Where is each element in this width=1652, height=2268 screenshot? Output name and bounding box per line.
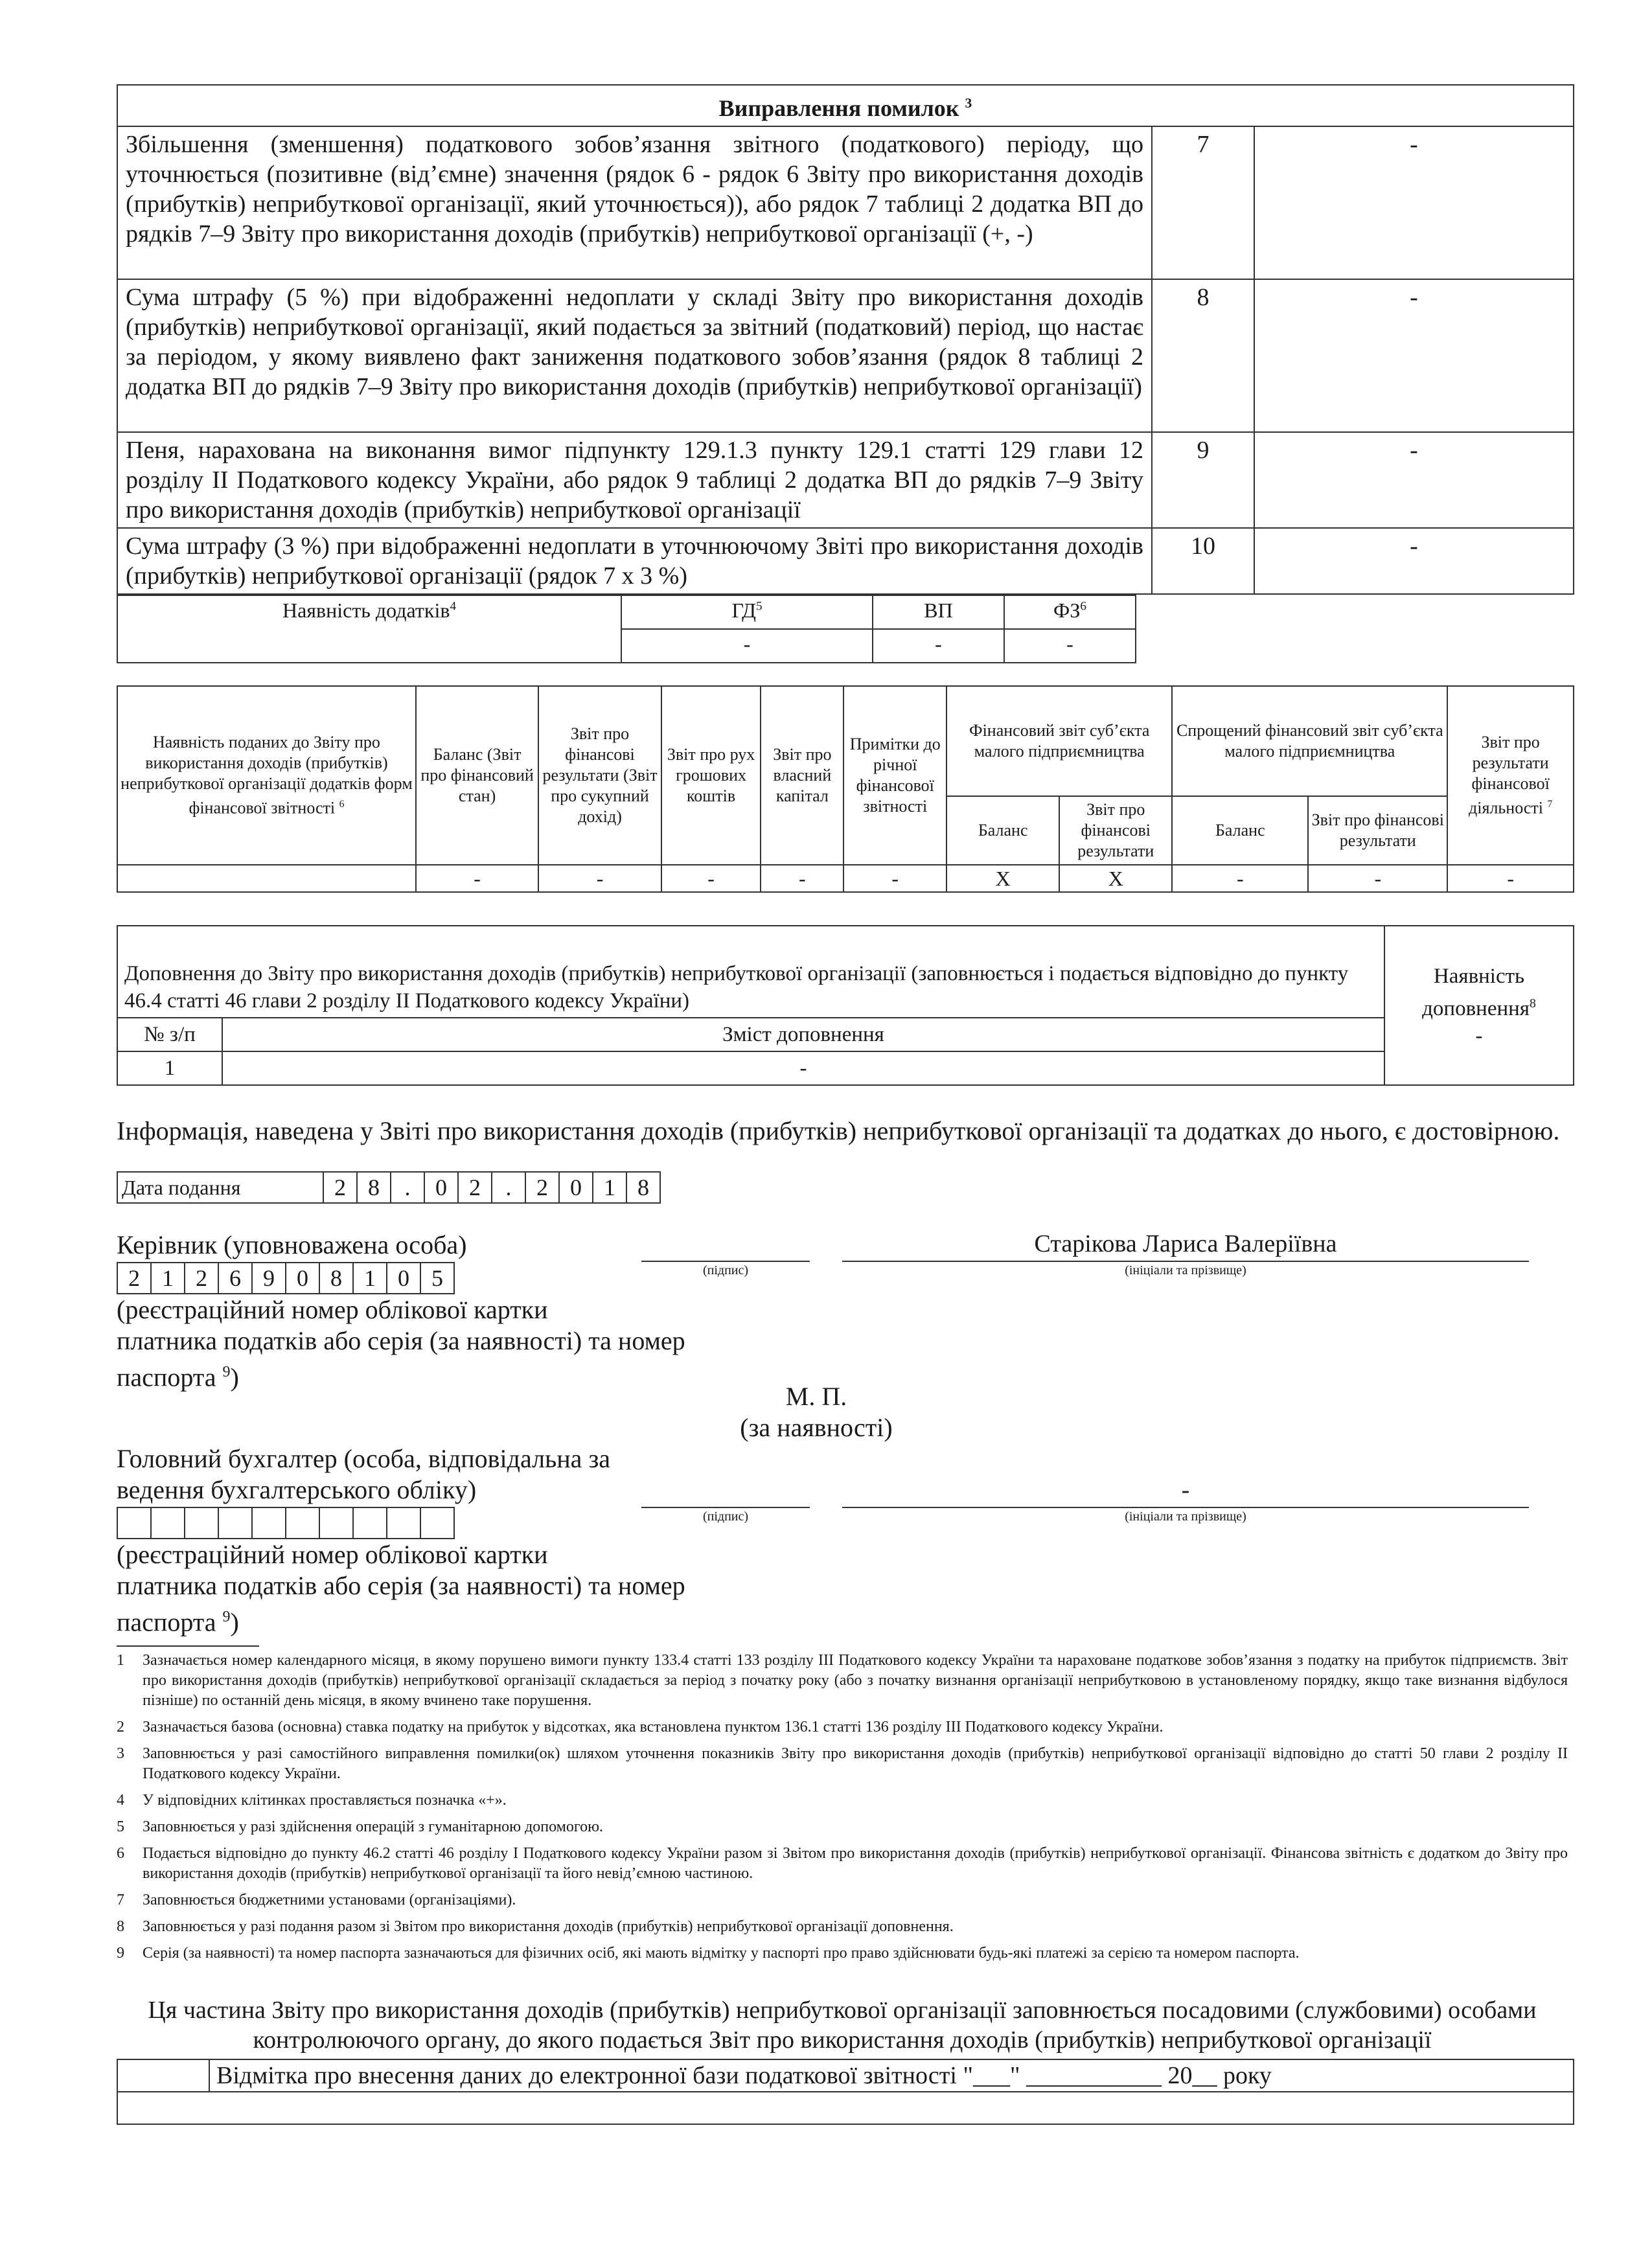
- id-cell[interactable]: [286, 1507, 319, 1539]
- director-id-caption: (реєстраційний номер облікової картки платника податків або серія (за наявності) та номер паспорта $^9$): [117, 1295, 685, 1392]
- stamp-label: М. П. (за наявності): [740, 1382, 893, 1442]
- id-cell[interactable]: [151, 1507, 185, 1539]
- col-cashflow: Звіт про рух грошових коштів: [661, 686, 761, 865]
- footnote: 8 Заповнюється у разі подання разом зі Звітом про використання доходів (прибутків) неприбуткової організації доповнення.: [117, 1918, 954, 1935]
- col-balance: Баланс (Звіт про фінансовий стан): [416, 686, 538, 865]
- cell-value[interactable]: -: [416, 865, 538, 892]
- date-label: Дата подання: [117, 1172, 323, 1203]
- col-content: Зміст доповнення: [222, 1018, 1384, 1051]
- supplement-presence: Наявність доповнення$^8$ -: [1384, 926, 1574, 1085]
- electronic-base-mark[interactable]: Відмітка про внесення даних до електронної бази податкової звітності "___" ___________ 20__ року: [209, 2059, 1574, 2092]
- cell-value[interactable]: -: [843, 865, 946, 892]
- footnote: 4 У відповідних клітинках проставляється позначка «+».: [117, 1792, 507, 1809]
- corrections-table: [117, 84, 1574, 595]
- id-cell[interactable]: [420, 1507, 454, 1539]
- id-cell[interactable]: [353, 1507, 387, 1539]
- cell-value[interactable]: Х: [946, 865, 1059, 892]
- col-activity: Звіт про результати фінансової діяльності $^7$: [1447, 686, 1574, 865]
- id-cell[interactable]: 1: [151, 1263, 185, 1294]
- accountant-name: -: [1181, 1476, 1190, 1504]
- date-cell[interactable]: 2: [458, 1172, 492, 1203]
- attachment-col-gd: $ГД^5$: [621, 595, 873, 629]
- mark-cell-blank[interactable]: [117, 2092, 1574, 2124]
- date-cell[interactable]: 2: [323, 1172, 357, 1203]
- accountant-id-cells: [117, 1507, 455, 1539]
- table-row: [117, 528, 1574, 594]
- submission-date: [117, 1171, 661, 1204]
- col-notes: Примітки до річної фінансової звітності: [843, 686, 946, 865]
- supplement-text: Доповнення до Звіту про використання доходів (прибутків) неприбуткової організації (заповнюється і подається відповідно до пункту 46.4 статті 46 глави 2 розділу ІІ Податкового кодексу України): [117, 926, 1384, 1018]
- attachment-col-fz: $ФЗ^6$: [1004, 595, 1136, 629]
- id-cell[interactable]: 2: [185, 1263, 218, 1294]
- attachment-col-vp: ВП: [873, 595, 1004, 629]
- accountant-name-line: [842, 1507, 1529, 1508]
- date-cell[interactable]: 1: [593, 1172, 626, 1203]
- table-row: [117, 1051, 1574, 1085]
- id-cell[interactable]: 9: [252, 1263, 286, 1294]
- row-description: Пеня, нарахована на виконання вимог підпункту 129.1.3 пункту 129.1 статті 129 глави 12 розділу ІІ Податкового кодексу України, або рядок 9 таблиці 2 додатка ВП до рядків 7–9 Звіту про використання доходів (прибутків) неприбуткової організації: [117, 432, 1152, 528]
- financial-label: Наявність поданих до Звіту про використання доходів (прибутків) неприбуткової організації додатків форм фінансової звітності $^6$: [117, 686, 416, 865]
- col-equity: Звіт про власний капітал: [761, 686, 843, 865]
- footnote: 1 Зазначається номер календарного місяця, в якому порушено вимоги пункту 133.4 статті 133 розділу ІІІ Податкового кодексу України та нараховане податкове зобов’язання з податку на прибуток підприємств. Звіт про використання доходів (прибутків) неприбуткової організації складається за період з початку року (або з початку визнання організації неприбутковою в установленому порядку, якщо таке визнання відбулося пізніше) по останній день місяця, в якому вчинено таке порушення.: [117, 1652, 1568, 1709]
- accountant-label: Головний бухгалтер (особа, відповідальна за ведення бухгалтерського обліку): [117, 1444, 610, 1504]
- table-row: [117, 126, 1574, 279]
- date-cell[interactable]: 8: [626, 1172, 660, 1203]
- director-name-caption: (ініціали та прізвище): [1125, 1263, 1246, 1277]
- director-label: Керівник (уповноважена особа): [117, 1230, 467, 1259]
- attachment-value-fz[interactable]: -: [1004, 629, 1136, 663]
- date-cell[interactable]: 2: [525, 1172, 559, 1203]
- id-cell[interactable]: [252, 1507, 286, 1539]
- id-cell[interactable]: 0: [387, 1263, 420, 1294]
- footnote: 6 Подається відповідно до пункту 46.2 статті 46 розділу І Податкового кодексу України разом зі Звітом про використання доходів (прибутків) неприбуткової організації. Фінансова звітність є додатком до Звіту про використання доходів (прибутків) неприбуткової організації та його невід’ємною частиною.: [117, 1845, 1568, 1882]
- attachment-value-vp[interactable]: -: [873, 629, 1004, 663]
- row-value[interactable]: -: [1254, 432, 1574, 528]
- authority-note: Ця частина Звіту про використання доходів (прибутків) неприбуткової організації заповнюється посадовими (службовими) особами контролюючого органу, до якого подається Звіт про використання доходів (прибутків) неприбуткової організації: [148, 1997, 1537, 2054]
- date-cell[interactable]: .: [391, 1172, 424, 1203]
- cell-value[interactable]: -: [1308, 865, 1447, 892]
- col-simpl-results: Звіт про фінансові результати: [1308, 796, 1447, 865]
- validity-statement: Інформація, наведена у Звіті про використання доходів (прибутків) неприбуткової організації та додатках до нього, є достовірною.: [117, 1116, 1560, 1145]
- cell-value[interactable]: -: [661, 865, 761, 892]
- row-code: 9: [1152, 432, 1254, 528]
- footnote: 3 Заповнюється у разі самостійного виправлення помилки(ок) шляхом уточнення показників Звіту про використання доходів (прибутків) неприбуткової організації відповідно до статті 50 глави 2 розділу ІІ Податкового кодексу України.: [117, 1745, 1568, 1782]
- col-row-number: № з/п: [117, 1018, 222, 1051]
- id-cell[interactable]: [117, 1507, 151, 1539]
- row-code: 10: [1152, 528, 1254, 594]
- supplement-presence-value[interactable]: -: [1475, 1024, 1483, 1048]
- director-name-line: [842, 1261, 1529, 1262]
- id-cell[interactable]: 5: [420, 1263, 454, 1294]
- table-row: [117, 432, 1574, 528]
- director-signature-line[interactable]: [641, 1261, 810, 1262]
- cell-value[interactable]: -: [1172, 865, 1308, 892]
- col-small-balance: Баланс: [946, 796, 1059, 865]
- table-row: [117, 279, 1574, 432]
- id-cell[interactable]: [218, 1507, 252, 1539]
- date-cell[interactable]: .: [492, 1172, 525, 1203]
- table-row: [117, 865, 1574, 892]
- financial-statements-table: [117, 685, 1574, 893]
- director-name: Старікова Лариса Валеріївна: [1034, 1230, 1337, 1257]
- attachments-label: Наявність додатків$^4$: [117, 595, 621, 663]
- id-cell[interactable]: [185, 1507, 218, 1539]
- id-cell[interactable]: 8: [319, 1263, 353, 1294]
- accountant-id-caption: (реєстраційний номер облікової картки платника податків або серія (за наявності) та номер паспорта $^9$): [117, 1540, 685, 1637]
- date-cell[interactable]: 0: [424, 1172, 458, 1203]
- row-description: Збільшення (зменшення) податкового зобов’язання звітного (податкового) періоду, що уточнюється (позитивне (від’ємне) значення (рядок 6 - рядок 6 Звіту про використання доходів (прибутків) неприбуткової організації, який уточнюється)), або рядок 7 таблиці 2 додатка ВП до рядків 7–9 Звіту про використання доходів (прибутків) неприбуткової організації (+, -): [117, 126, 1152, 279]
- row-code: 8: [1152, 279, 1254, 432]
- id-cell[interactable]: 1: [353, 1263, 387, 1294]
- mark-cell-empty: [117, 2059, 209, 2092]
- footnotes: [117, 1651, 1568, 1970]
- id-cell[interactable]: 6: [218, 1263, 252, 1294]
- attachment-value-gd[interactable]: -: [621, 629, 873, 663]
- accountant-signature-line[interactable]: [641, 1507, 810, 1508]
- col-small-results: Звіт про фінансові результати: [1059, 796, 1172, 865]
- row-content[interactable]: -: [222, 1051, 1384, 1085]
- accountant-signature-caption: (підпис): [702, 1509, 749, 1524]
- footnote: 5 Заповнюється у разі здійснення операцій з гуманітарною допомогою.: [117, 1818, 604, 1835]
- col-results: Звіт про фінансові результати (Звіт про сукупний дохід): [538, 686, 661, 865]
- attachments-table: [117, 595, 1136, 663]
- cell-value[interactable]: -: [761, 865, 843, 892]
- cell-empty: [117, 865, 416, 892]
- row-code: 7: [1152, 126, 1254, 279]
- cell-value[interactable]: Х: [1059, 865, 1172, 892]
- id-cell[interactable]: 2: [117, 1263, 151, 1294]
- id-cell[interactable]: 0: [286, 1263, 319, 1294]
- row-value[interactable]: -: [1254, 126, 1574, 279]
- corrections-header: Виправлення помилок $^3$: [117, 85, 1574, 126]
- date-cell[interactable]: 0: [559, 1172, 593, 1203]
- footnote: 9 Серія (за наявності) та номер паспорта зазначаються для фізичних осіб, які мають відмітку у паспорті про право здійснювати будь-які платежі за серією та номером паспорта.: [117, 1945, 1300, 1962]
- accountant-name-caption: (ініціали та прізвище): [1125, 1509, 1246, 1524]
- row-value[interactable]: -: [1254, 528, 1574, 594]
- date-cell[interactable]: 8: [357, 1172, 391, 1203]
- id-cell[interactable]: [387, 1507, 420, 1539]
- col-simplified: Спрощений фінансовий звіт суб’єкта малого підприємництва: [1172, 686, 1447, 796]
- col-small-business: Фінансовий звіт суб’єкта малого підприємництва: [946, 686, 1172, 796]
- col-simpl-balance: Баланс: [1172, 796, 1308, 865]
- id-cell[interactable]: [319, 1507, 353, 1539]
- row-description: Сума штрафу (5 %) при відображенні недоплати у складі Звіту про використання доходів (прибутків) неприбуткової організації, який подається за звітний (податковий) період, що настає за періодом, у якому виявлено факт заниження податкового зобов’язання (рядок 8 таблиці 2 додатка ВП до рядків 7–9 Звіту про використання доходів (прибутків) неприбуткової організації): [117, 279, 1152, 432]
- cell-value[interactable]: -: [538, 865, 661, 892]
- director-signature-caption: (підпис): [702, 1263, 749, 1277]
- row-value[interactable]: -: [1254, 279, 1574, 432]
- footnote: 7 Заповнюється бюджетними установами (організаціями).: [117, 1892, 516, 1908]
- row-description: Сума штрафу (3 %) при відображенні недоплати в уточнюючому Звіті про використання доходів (прибутків) неприбуткової організації (рядок 7 х 3 %): [117, 528, 1152, 594]
- footnote: 2 Зазначається базова (основна) ставка податку на прибуток у відсотках, яка встановлена пунктом 136.1 статті 136 розділу ІІІ Податкового кодексу України.: [117, 1719, 1164, 1735]
- cell-value[interactable]: -: [1447, 865, 1574, 892]
- supplement-table: [117, 925, 1574, 1086]
- footnote-divider: [117, 1645, 259, 1647]
- director-id-cells: [117, 1262, 455, 1294]
- row-number: 1: [117, 1051, 222, 1085]
- authority-mark-table: [117, 2059, 1574, 2125]
